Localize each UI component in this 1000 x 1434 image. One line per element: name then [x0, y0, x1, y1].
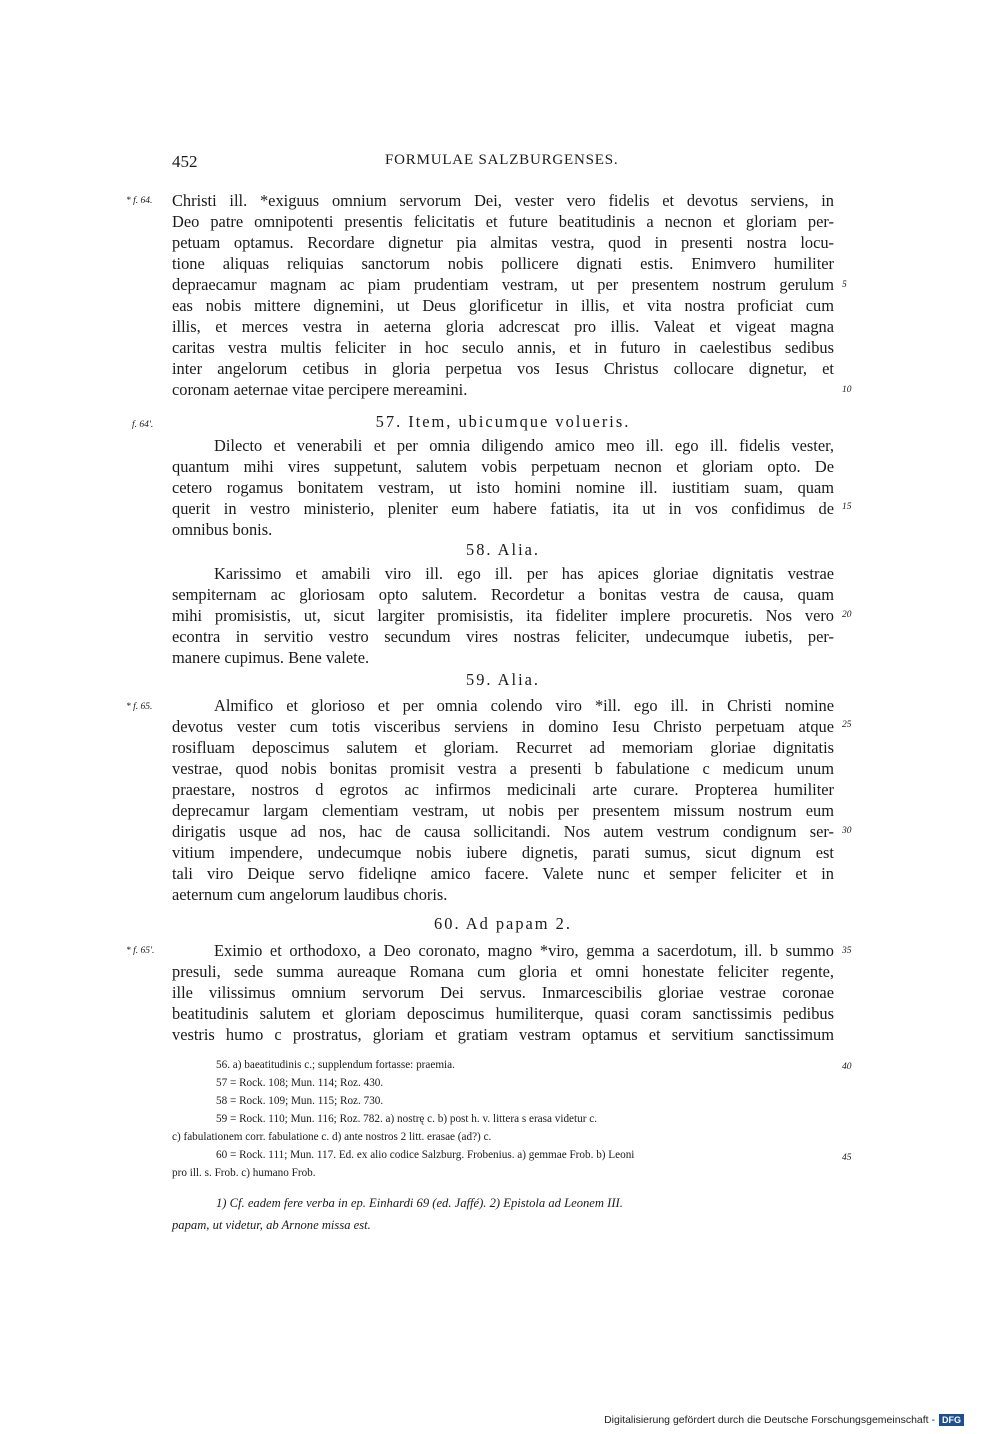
text-line: vestris humo c prostratus, gloriam et gratiam vestram optamus et servitium sanctissimum: [172, 1025, 834, 1044]
line-number: 30: [842, 826, 852, 836]
line-number: 5: [842, 280, 847, 290]
heading-58: 58. Alia.: [466, 540, 540, 559]
footnote-line: 59 = Rock. 110; Mun. 116; Roz. 782. a) nostrę c. b) post h. v. littera s erasa videtur c.: [216, 1113, 598, 1125]
running-title: FORMULAE SALZBURGENSES.: [385, 152, 619, 168]
text-line: tali viro Deique servo fideliqne amico facere. Valete nunc et semper feliciter et in: [172, 864, 834, 883]
text-line: caritas vestra multis feliciter in hoc seculo annis, et in futuro in caelestibus sedibus: [172, 338, 834, 357]
text-line: dirigatis usque ad nos, hac de causa sollicitandi. Nos autem vestrum condignum ser-: [172, 822, 834, 841]
text-line: devotus vester cum totis visceribus serviens in domino Iesu Christo perpetuam atque: [172, 717, 834, 736]
footnote-line: 57 = Rock. 108; Mun. 114; Roz. 430.: [216, 1077, 384, 1089]
line-number: 10: [842, 385, 852, 395]
line-number: 25: [842, 720, 852, 730]
text-line: coronam aeternae vitae percipere mereamini.: [172, 380, 468, 399]
line-number: 15: [842, 502, 852, 512]
text-line: Dilecto et venerabili et per omnia diligendo amico meo ill. ego ill. fidelis vester,: [214, 436, 834, 455]
margin-note-f64v: f. 64'.: [132, 420, 154, 430]
footnote-line: c) fabulationem corr. fabulatione c. d) ante nostros 2 litt. erasae (ad?) c.: [172, 1131, 492, 1143]
heading-60: 60. Ad papam 2.: [434, 914, 572, 933]
text-line: sempiternam ac gloriosam opto salutem. Recordetur a bonitas vestra de causa, quam: [172, 585, 834, 604]
text-line: aeternum cum angelorum laudibus choris.: [172, 885, 448, 904]
heading-59: 59. Alia.: [466, 670, 540, 689]
dfg-logo: DFG: [939, 1414, 964, 1426]
text-line: petuam optamus. Recordare dignetur pia almitas vestra, quod in presenti nostra locu-: [172, 233, 834, 252]
margin-note-f65: * f. 65.: [126, 702, 153, 712]
text-line: vitium impendere, undecumque nobis iubere dignetis, parati sumus, sicut dignum est: [172, 843, 834, 862]
text-line: omnibus bonis.: [172, 520, 273, 539]
text-line: quantum mihi vires suppetunt, salutem vobis perpetuam necnon et gloriam opto. De: [172, 457, 834, 476]
text-line: querit in vestro ministerio, pleniter eum habere fatiatis, ita ut in vos confidimus de: [172, 499, 834, 518]
text-line: Karissimo et amabili viro ill. ego ill. per has apices gloriae dignitatis vestrae: [214, 564, 834, 583]
note-line: 1) Cf. eadem fere verba in ep. Einhardi 69 (ed. Jaffé). 2) Epistola ad Leonem III.: [216, 1196, 623, 1210]
heading-57: 57. Item, ubicumque volueris.: [375, 412, 631, 431]
credit-text: Digitalisierung gefördert durch die Deutsche Forschungsgemeinschaft -: [604, 1414, 935, 1426]
text-line: Deo patre omnipotenti presentis felicitatis et future beatitudinis a necnon et gloriam per-: [172, 212, 834, 231]
text-line: Eximio et orthodoxo, a Deo coronato, magno *viro, gemma a sacerdotum, ill. b summo: [214, 941, 834, 960]
text-line: ille vilissimus omnium servorum Dei servus. Inmarcescibilis gloriae vestrae coronae: [172, 983, 834, 1002]
text-line: econtra in servitio vestro secundum vires nostras feliciter, undecumque iubetis, per-: [172, 627, 834, 646]
line-number: 40: [842, 1062, 852, 1072]
text-line: inter angelorum cetibus in gloria perpetua vos Iesus Christus collocare dignetur, et: [172, 359, 834, 378]
margin-note-f65v: * f. 65'.: [126, 946, 155, 956]
page-number: 452: [172, 152, 198, 171]
line-number: 35: [842, 946, 852, 956]
text-line: rosifluam deposcimus salutem et gloriam. Recurret ad memoriam gloriae dignitatis: [172, 738, 834, 757]
line-number: 45: [842, 1153, 852, 1163]
text-line: vestrae, quod nobis bonitas promisit vestra a presenti b fabulatione c medicum unum: [172, 759, 834, 778]
text-line: eas nobis mittere dignemini, ut Deus glorificetur in illis, et vita nostra proficiat cum: [172, 296, 834, 315]
margin-note-f64: * f. 64.: [126, 196, 153, 206]
text-line: mihi promisistis, ut, sicut largiter promisistis, ita fideliter implere procuretis. Nos vero: [172, 606, 834, 625]
text-line: Almifico et glorioso et per omnia colendo viro *ill. ego ill. in Christi nomine: [214, 696, 834, 715]
text-line: deprecamur largam clementiam vestram, ut nobis per presentem missum nostrum eum: [172, 801, 834, 820]
text-line: Christi ill. *exiguus omnium servorum Dei, vester vero fidelis et devotus serviens, in: [172, 191, 834, 210]
line-number: 20: [842, 610, 852, 620]
note-line: papam, ut videtur, ab Arnone missa est.: [172, 1218, 371, 1232]
footnote-line: 56. a) baeatitudinis c.; supplendum fortasse: praemia.: [216, 1059, 455, 1071]
text-line: illis, et merces vestra in aeterna gloria adcrescat pro illis. Valeat et vigeat magna: [172, 317, 834, 336]
text-line: beatitudinis salutem et gloriam deposcimus humiliterque, quasi coram sanctissimis pedibus: [172, 1004, 834, 1023]
text-line: manere cupimus. Bene valete.: [172, 648, 370, 667]
text-line: depraecamur magnam ac piam prudentiam vestram, ut per presentem nostrum gerulum: [172, 275, 834, 294]
digitization-credit: [604, 1414, 964, 1426]
text-line: tione aliquas reliquias sanctorum nobis pollicere dignati estis. Enimvero humiliter: [172, 254, 834, 273]
text-line: praestare, nostros d egrotos ac infirmos medicinali arte curare. Propterea humiliter: [172, 780, 834, 799]
footnote-line: pro ill. s. Frob. c) humano Frob.: [172, 1167, 316, 1179]
footnote-line: 58 = Rock. 109; Mun. 115; Roz. 730.: [216, 1095, 384, 1107]
text-line: cetero rogamus bonitatem vestram, ut isto homini nomine ill. iustitiam suam, quam: [172, 478, 834, 497]
text-line: presuli, sede summa aureaque Romana cum gloria et omni honestate feliciter regente,: [172, 962, 834, 981]
footnote-line: 60 = Rock. 111; Mun. 117. Ed. ex alio codice Salzburg. Frobenius. a) gemmae Frob. b) Leoni: [216, 1149, 635, 1161]
